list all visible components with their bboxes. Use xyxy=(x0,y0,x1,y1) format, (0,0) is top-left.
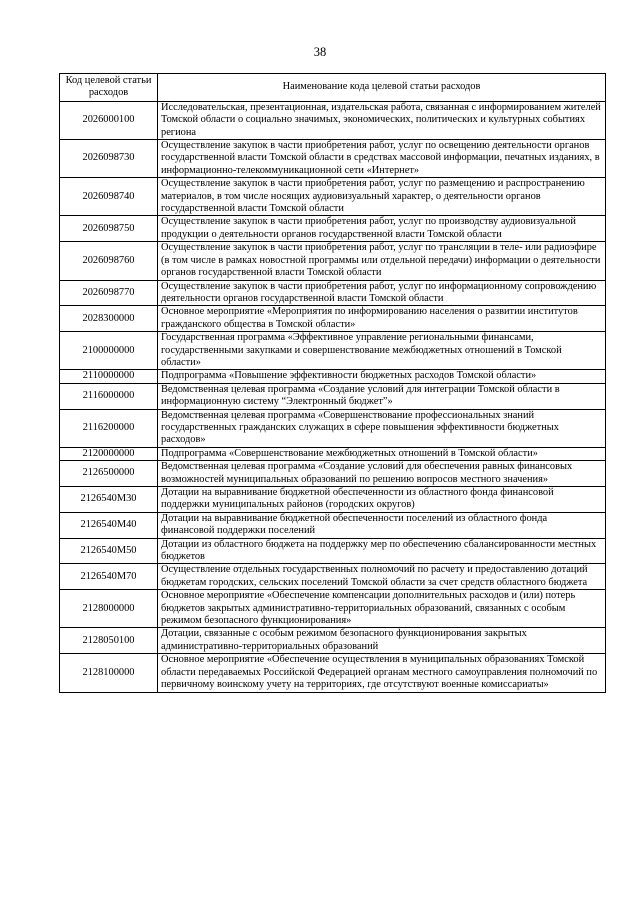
row-code: 2126540М40 xyxy=(60,512,158,538)
row-code: 2026098760 xyxy=(60,242,158,280)
row-name: Ведомственная целевая программа «Совершенствование профессиональных знаний государственных гражданских служащих в сфере повышения эффективности бюджетных расходов» xyxy=(158,409,606,447)
row-name: Ведомственная целевая программа «Создание условий для обеспечения равных финансовых возможностей муниципальных образований по решению вопросов местного значения» xyxy=(158,461,606,487)
table-row xyxy=(60,332,606,370)
table-row xyxy=(60,538,606,564)
row-code: 2128050100 xyxy=(60,628,158,654)
table-row xyxy=(60,370,606,383)
row-name: Государственная программа «Эффективное управление региональными финансами, государственными закупками и совершенствование межбюджетных отношений в Томской области» xyxy=(158,332,606,370)
table-row xyxy=(60,178,606,216)
row-code: 2028300000 xyxy=(60,306,158,332)
row-code: 2126540М70 xyxy=(60,564,158,590)
row-name: Исследовательская, презентационная, издательская работа, связанная с информированием жителей Томской области о социально значимых, экономических, политических и культурных событиях региона xyxy=(158,101,606,139)
table-row xyxy=(60,383,606,409)
row-name: Осуществление закупок в части приобретения работ, услуг по производству аудиовизуальной продукции о деятельности органов государственной власти Томской области xyxy=(158,216,606,242)
row-name: Подпрограмма «Повышение эффективности бюджетных расходов Томской области» xyxy=(158,370,606,383)
row-code: 2026098770 xyxy=(60,280,158,306)
row-code: 2026098750 xyxy=(60,216,158,242)
row-code: 2126540М50 xyxy=(60,538,158,564)
table-body xyxy=(60,101,606,692)
row-code: 2126500000 xyxy=(60,461,158,487)
table-row xyxy=(60,280,606,306)
table-row xyxy=(60,101,606,139)
table-row xyxy=(60,628,606,654)
row-name: Основное мероприятие «Обеспечение осуществления в муниципальных образованиях Томской области передаваемых Российской Федерацией органам местного самоуправления полномочий по первичному воинскому учету на территориях, где отсутствуют военные комиссариаты» xyxy=(158,654,606,692)
row-name: Дотации на выравнивание бюджетной обеспеченности из областного фонда финансовой поддержки муниципальных районов (городских округов) xyxy=(158,487,606,513)
row-code: 2026000100 xyxy=(60,101,158,139)
table-row xyxy=(60,590,606,628)
table-row xyxy=(60,512,606,538)
row-name: Осуществление отдельных государственных полномочий по расчету и предоставлению дотаций бюджетам городских, сельских поселений Томской области за счет средств областного бюджета xyxy=(158,564,606,590)
row-name: Ведомственная целевая программа «Создание условий для интеграции Томской области в информационную систему “Электронный бюджет”» xyxy=(158,383,606,409)
table-row xyxy=(60,654,606,692)
table-header-row xyxy=(60,74,606,102)
row-code: 2126540М30 xyxy=(60,487,158,513)
row-code: 2128000000 xyxy=(60,590,158,628)
row-name: Дотации, связанные с особым режимом безопасного функционирования закрытых административно-территориальных образований xyxy=(158,628,606,654)
table-row xyxy=(60,216,606,242)
target-expense-codes-table xyxy=(59,73,606,693)
table-row xyxy=(60,306,606,332)
table-row xyxy=(60,487,606,513)
row-name: Осуществление закупок в части приобретения работ, услуг по освещению деятельности органов государственной власти Томской области в средствах массовой информации, печатных изданиях, в информационно-телекоммуникационной сети «Интернет» xyxy=(158,140,606,178)
row-name: Дотации на выравнивание бюджетной обеспеченности поселений из областного фонда финансовой поддержки поселений xyxy=(158,512,606,538)
row-code: 2110000000 xyxy=(60,370,158,383)
row-code: 2128100000 xyxy=(60,654,158,692)
row-name: Осуществление закупок в части приобретения работ, услуг по информационному сопровождению деятельности органов государственной власти Томской области xyxy=(158,280,606,306)
row-code: 2116200000 xyxy=(60,409,158,447)
table-row xyxy=(60,461,606,487)
table-row xyxy=(60,564,606,590)
row-code: 2116000000 xyxy=(60,383,158,409)
row-name: Основное мероприятие «Мероприятия по информированию населения о развитии институтов гражданского общества в Томской области» xyxy=(158,306,606,332)
header-code: Код целевой статьи расходов xyxy=(60,74,158,102)
header-name: Наименование кода целевой статьи расходов xyxy=(158,74,606,102)
table-row xyxy=(60,409,606,447)
row-name: Осуществление закупок в части приобретения работ, услуг по трансляции в теле- или радиоэфире (в том числе в рамках новостной программы или отдельной передачи) информации о деятельности органов государственной власти Томской области xyxy=(158,242,606,280)
row-name: Осуществление закупок в части приобретения работ, услуг по размещению и распространению материалов, в том числе носящих аудиовизуальный характер, о деятельности органов государственной власти Томской области xyxy=(158,178,606,216)
row-code: 2026098730 xyxy=(60,140,158,178)
row-name: Дотации из областного бюджета на поддержку мер по обеспечению сбалансированности местных бюджетов xyxy=(158,538,606,564)
row-name: Подпрограмма «Совершенствование межбюджетных отношений в Томской области» xyxy=(158,447,606,460)
table-row xyxy=(60,140,606,178)
row-code: 2026098740 xyxy=(60,178,158,216)
row-name: Основное мероприятие «Обеспечение компенсации дополнительных расходов и (или) потерь бюджетов закрытых административно-территориальных образований, связанных с особым режимом безопасного функционирования» xyxy=(158,590,606,628)
row-code: 2100000000 xyxy=(60,332,158,370)
row-code: 2120000000 xyxy=(60,447,158,460)
table-row xyxy=(60,447,606,460)
page-number: 38 xyxy=(313,45,327,59)
table-row xyxy=(60,242,606,280)
